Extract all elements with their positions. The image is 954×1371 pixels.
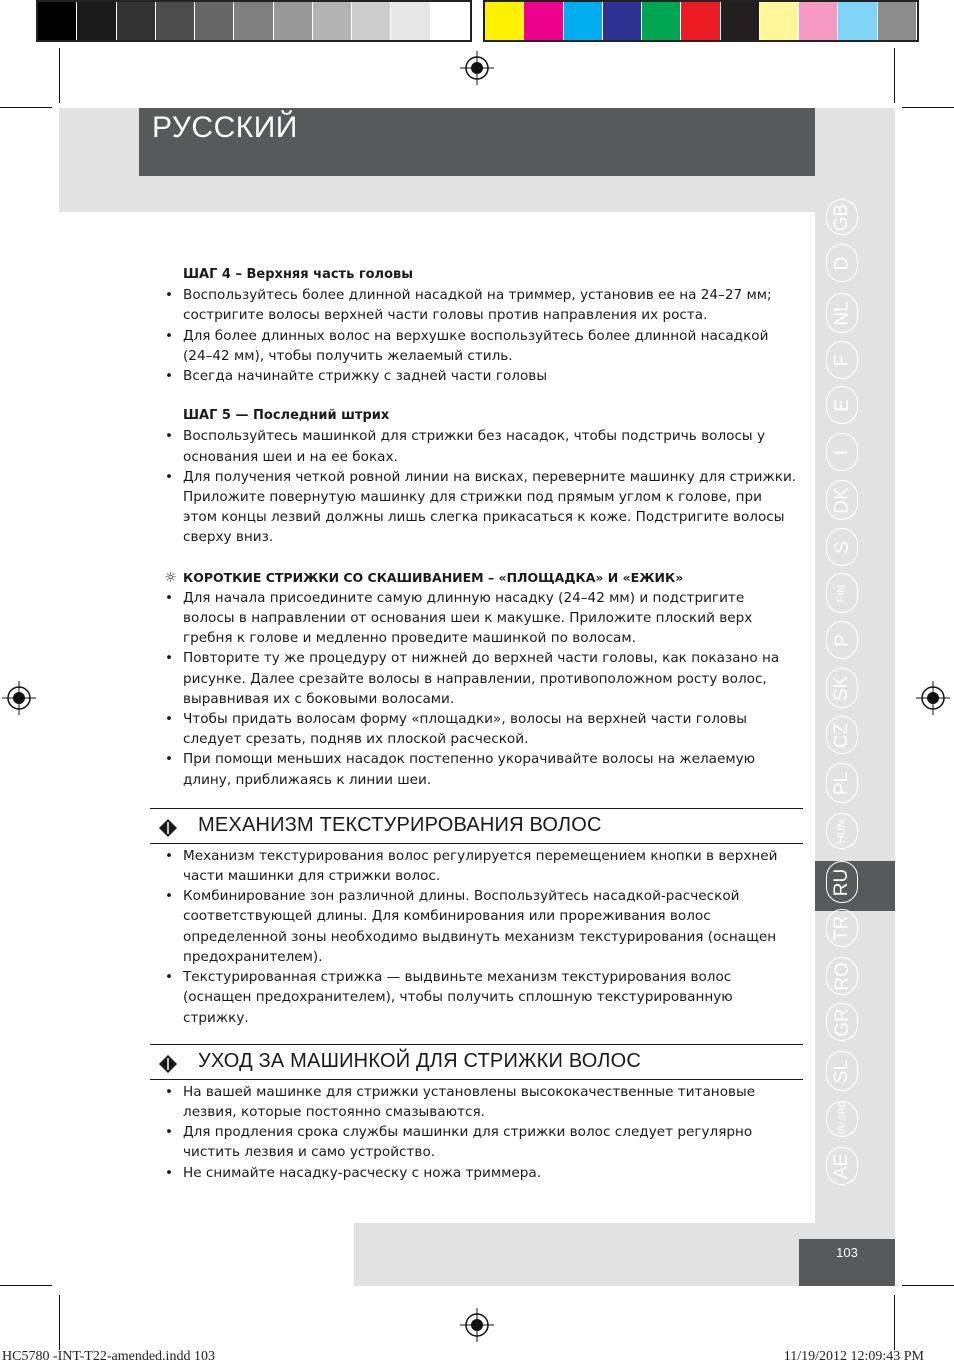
short-cuts-list	[158, 588, 800, 790]
color-swatch	[313, 2, 352, 40]
language-tab-tr[interactable]	[826, 909, 858, 947]
color-swatch	[838, 2, 877, 40]
language-code: FIN	[835, 584, 848, 602]
language-tab-cz[interactable]	[826, 716, 858, 754]
color-swatch	[485, 2, 524, 40]
language-tab-gr[interactable]	[826, 1003, 858, 1041]
texturing-list	[158, 846, 800, 1028]
sun-icon: ☼	[164, 569, 177, 586]
color-swatch	[431, 2, 470, 40]
print-timestamp: 11/19/2012 12:09:43 PM	[783, 1349, 924, 1364]
color-swatch	[799, 2, 838, 40]
language-code: GB	[831, 203, 853, 231]
language-code: TR	[831, 915, 853, 941]
registration-mark-icon	[2, 681, 36, 715]
color-swatch	[77, 2, 116, 40]
language-code: P	[831, 633, 853, 647]
crop-mark	[902, 1285, 954, 1286]
list-item: • Для более длинных волос на верхушке воспользуйтесь более длинной насадкой (24–42 мм), чтобы получить желаемый стиль.	[158, 326, 800, 366]
language-code: RO	[831, 961, 853, 991]
language-tab-sk[interactable]	[826, 668, 858, 708]
language-tab-e[interactable]	[826, 386, 858, 424]
list-item: • Чтобы придать волосам форму «площадки», волосы на верхней части головы следует срезать, подняв их плоской расческой.	[158, 709, 800, 749]
color-swatch	[195, 2, 234, 40]
language-tab-ru[interactable]	[826, 861, 858, 903]
color-swatch	[760, 2, 799, 40]
language-code: E	[831, 398, 853, 412]
language-tab-p[interactable]	[826, 621, 858, 659]
language-tab-pl[interactable]	[826, 763, 858, 803]
crop-mark	[902, 107, 954, 108]
texturing-section-title: МЕХАНИЗМ ТЕКСТУРИРОВАНИЯ ВОЛОС	[198, 813, 602, 836]
language-tab-hrsrb[interactable]	[826, 1101, 858, 1137]
page-number: 103	[836, 1245, 858, 1260]
language-code: GR	[831, 1007, 853, 1037]
list-item: • Для получения четкой ровной линии на висках, переверните машинку для стрижки. Приложите повернутую машинку для стрижки под прямым углом к голове, при этом концы лезвий должны лишь слегка прикасаться к коже. Подстригите волосы сверху вниз.	[158, 467, 800, 548]
file-slug: HC5780 -INT-T22-amended.indd 103	[2, 1349, 215, 1364]
language-code: F	[831, 354, 853, 366]
color-swatch	[642, 2, 681, 40]
language-code: SK	[831, 675, 853, 701]
language-code: DK	[831, 486, 853, 514]
step4-heading: ШАГ 4 – Верхняя часть головы	[183, 267, 413, 282]
language-code: D	[831, 256, 853, 270]
grayscale-calibration-bar	[36, 0, 472, 42]
color-swatch	[117, 2, 156, 40]
short-cuts-heading-text: КОРОТКИЕ СТРИЖКИ СО СКАШИВАНИЕМ – «ПЛОЩАДКА» И «ЕЖИК»	[183, 569, 684, 585]
language-tab-hun[interactable]	[826, 813, 858, 849]
color-swatch	[603, 2, 642, 40]
language-tab-nl[interactable]	[826, 293, 858, 333]
language-code: HUN	[835, 819, 848, 843]
list-item: • Механизм текстурирования волос регулируется перемещением кнопки в верхней части машинки для стрижки волос.	[158, 846, 800, 886]
color-swatch	[234, 2, 273, 40]
language-code: RU	[831, 868, 853, 896]
list-item: • Для продления срока службы машинки для стрижки волос следует регулярно чистить лезвия и само устройство.	[158, 1122, 800, 1162]
crop-mark	[59, 48, 60, 103]
language-tab-gb[interactable]	[826, 199, 858, 235]
language-tab-ro[interactable]	[826, 957, 858, 995]
registration-mark-icon	[460, 1308, 494, 1342]
language-code: S	[831, 540, 853, 554]
step5-heading: ШАГ 5 — Последний штрих	[183, 408, 390, 424]
list-item: • Повторите ту же процедуру от нижней до верхней части головы, как показано на рисунке. Далее срезайте волосы в направлении, противоположном росту волос, выравнивая их с боковыми волосами.	[158, 648, 800, 709]
language-tab-s[interactable]	[826, 528, 858, 566]
registration-mark-icon	[460, 51, 494, 85]
language-code: I	[831, 449, 853, 455]
list-item: • Воспользуйтесь машинкой для стрижки без насадок, чтобы подстричь волосы у основания шеи и на ее боках.	[158, 426, 800, 466]
step4-list	[158, 285, 800, 386]
color-calibration-bar	[483, 0, 919, 42]
color-swatch	[878, 2, 917, 40]
color-swatch	[352, 2, 391, 40]
language-tab-fin[interactable]	[826, 573, 858, 613]
list-item: • Для начала присоедините самую длинную насадку (24–42 мм) и подстригите волосы в направлении от основания шеи к макушке. Приложите плоский верх гребня к голове и медленно проведите машинкой по волосам.	[158, 588, 800, 649]
language-tab-sl[interactable]	[826, 1051, 858, 1091]
language-tab-dk[interactable]	[826, 480, 858, 520]
color-swatch	[564, 2, 603, 40]
care-section-header	[150, 1044, 803, 1080]
crop-mark	[894, 1295, 895, 1350]
color-swatch	[274, 2, 313, 40]
language-code: HR/ SRB	[836, 1100, 847, 1138]
language-code: AE	[831, 1153, 853, 1179]
crop-mark	[59, 1295, 60, 1350]
language-tab-d[interactable]	[826, 244, 858, 282]
list-item: • Комбинирование зон различной длины. Воспользуйтесь насадкой-расческой соответствующей длины. Для комбинирования или прореживания волос определенной зоны необходимо выдвинуть механизм текстурирования (оснащен предохранителем).	[158, 886, 800, 967]
color-swatch	[38, 2, 77, 40]
crop-mark	[0, 1285, 52, 1286]
language-tab-f[interactable]	[826, 341, 858, 379]
care-list	[158, 1082, 800, 1183]
language-tab-i[interactable]	[826, 433, 858, 471]
registration-mark-icon	[916, 681, 950, 715]
crop-mark	[894, 48, 895, 103]
list-item: • На вашей машинке для стрижки установлены высококачественные титановые лезвия, которые постоянно смазываются.	[158, 1082, 800, 1122]
texturing-section-header	[150, 808, 803, 844]
list-item: • Воспользуйтесь более длинной насадкой на триммер, установив ее на 24–27 мм; состригите волосы верхней части головы против направления их роста.	[158, 285, 800, 325]
crop-mark	[0, 107, 52, 108]
color-swatch	[391, 2, 430, 40]
short-cuts-heading	[158, 568, 800, 588]
list-item: • Не снимайте насадку-расческу с ножа триммера.	[158, 1163, 800, 1183]
content-column	[158, 265, 800, 1183]
language-code: CZ	[831, 722, 853, 748]
page-title: РУССКИЙ	[152, 111, 298, 144]
language-tab-ae[interactable]	[826, 1147, 858, 1185]
language-code: NL	[831, 300, 853, 326]
section-leaf-icon	[158, 818, 178, 838]
language-code: SL	[831, 1059, 853, 1083]
care-section-title: УХОД ЗА МАШИНКОЙ ДЛЯ СТРИЖКИ ВОЛОС	[198, 1049, 642, 1072]
list-item: • Текстурированная стрижка — выдвиньте механизм текстурирования волос (оснащен предохранителем), чтобы получить сплошную текстурированную стрижку.	[158, 967, 800, 1028]
list-item: • При помощи меньших насадок постепенно укорачивайте волосы на желаемую длину, приближаясь к линии шеи.	[158, 749, 800, 789]
language-code: PL	[831, 771, 853, 795]
step5-list	[158, 426, 800, 547]
color-swatch	[156, 2, 195, 40]
color-swatch	[721, 2, 760, 40]
color-swatch	[681, 2, 720, 40]
color-swatch	[524, 2, 563, 40]
list-item: • Всегда начинайте стрижку с задней части головы	[158, 366, 800, 386]
section-leaf-icon	[158, 1054, 178, 1074]
